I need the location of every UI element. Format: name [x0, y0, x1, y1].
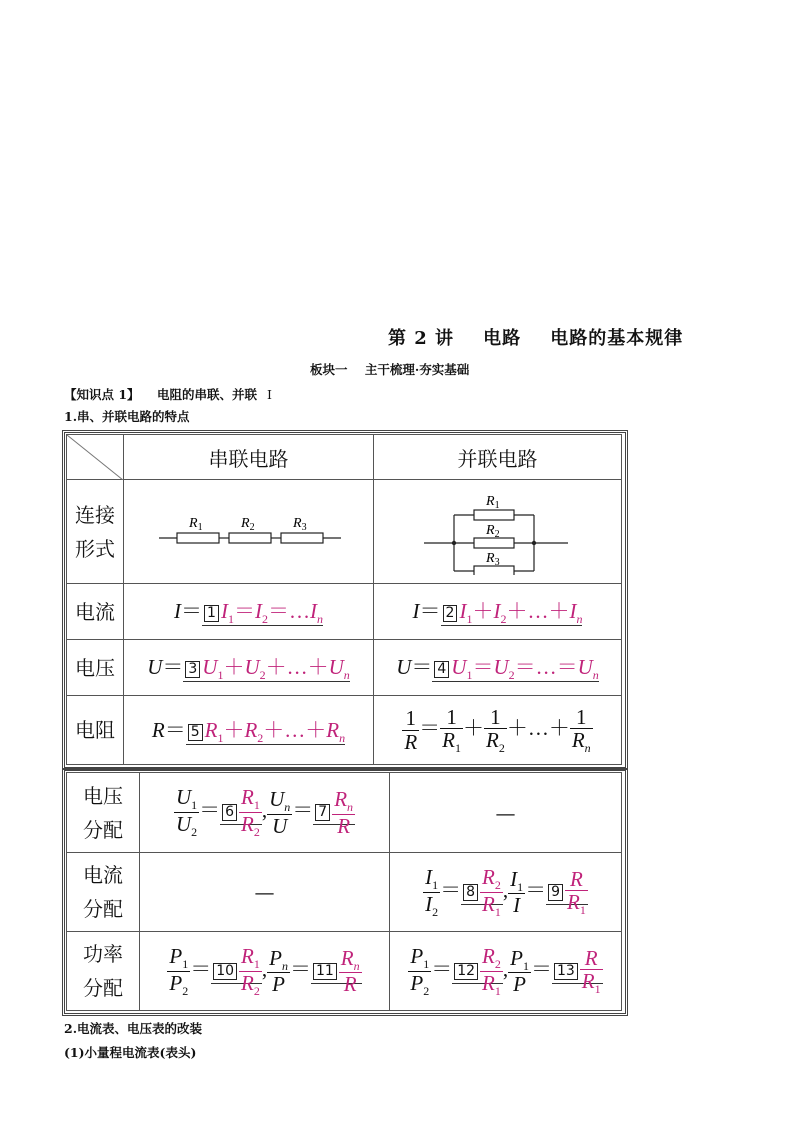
parallel-voltage-formula: U＝ 4 $U_1=U_2=\dots=U_n$ — [374, 640, 622, 696]
row-label-voltage-division: 电压分配 — [67, 773, 140, 853]
row-label-current-division: 电流分配 — [67, 853, 140, 932]
blank-1: 1 — [204, 605, 219, 622]
blank-5: 5 — [188, 724, 203, 741]
series-circuit-cell — [124, 480, 374, 584]
svg-text:R3: $R_3$ — [292, 515, 307, 533]
header-parallel: 并联电路 — [374, 435, 622, 480]
series-parallel-table — [66, 434, 622, 765]
blank-13: 13 — [554, 963, 578, 980]
parallel-circuit-cell — [374, 480, 622, 584]
svg-text:R1: $R_1$ — [485, 493, 500, 511]
blank-6: 6 — [222, 804, 237, 821]
row-label-resistance: 电阻 — [67, 696, 124, 765]
section-heading-3: (1)小量程电流表(表头) — [64, 1045, 197, 1060]
row-label-voltage: 电压 — [67, 640, 124, 696]
row-label-connection: 连接形式 — [67, 480, 124, 584]
svg-text:R2: $R_2$ — [485, 522, 500, 540]
diagonal-header-cell — [67, 435, 124, 480]
knowledge-point-label: 【知识点 1】 电阻的串联、并联 — [64, 387, 257, 402]
row-label-power-division: 功率分配 — [67, 932, 140, 1011]
svg-text:R2: $R_2$ — [240, 515, 255, 533]
blank-2: 2 — [443, 605, 458, 622]
blank-4: 4 — [434, 661, 449, 678]
svg-text:R3: $R_3$ — [485, 550, 500, 568]
series-voltage-formula: U＝ 3 $U_1+U_2+\dots+U_n$ — [124, 640, 374, 696]
diagonal-line — [67, 435, 123, 480]
blank-11: 11 — [313, 963, 337, 980]
blank-12: 12 — [454, 963, 478, 980]
series-current-formula: I＝ 1 $I_1=I_2=\dots I_n$ — [124, 584, 374, 640]
section-heading-2: 2.电流表、电压表的改装 — [64, 1021, 203, 1036]
blank-8: 8 — [463, 884, 478, 901]
parallel-current-formula: I＝ 2 $I_1+I_2+\dots+I_n$ — [374, 584, 622, 640]
blank-9: 9 — [548, 884, 563, 901]
series-resistance-formula: R＝ 5 $R_1+R_2+\dots+R_n$ — [124, 696, 374, 765]
blank-3: 3 — [185, 661, 200, 678]
section-heading-1: 1.串、并联电路的特点 — [64, 409, 190, 424]
parallel-resistance-formula: $\frac{1}{R}$ ＝ $\frac{1}{R_1}$ ＋ $\frac{1}{R_2}$ ＋…＋ $\frac{1}{R_n}$ — [374, 696, 622, 765]
knowledge-point-heading — [64, 385, 272, 403]
distribution-table — [66, 772, 622, 1011]
section-subtitle: 板块一 主干梳理·夯实基础 — [310, 362, 470, 377]
svg-text:R1: $R_1$ — [188, 515, 203, 533]
parallel-current-division: $\frac{I_1}{I_2}$ ＝ 8 $\frac{R_2}{R_1}$ , $\frac{I_1}{I}$ ＝ 9 $\frac{R}{R_1}$ — [390, 853, 622, 932]
series-circuit-diagram — [149, 505, 349, 555]
parallel-circuit-diagram — [418, 485, 578, 575]
series-current-division-dash: — — [140, 853, 390, 932]
knowledge-level: Ⅰ — [266, 387, 272, 402]
header-series: 串联电路 — [124, 435, 374, 480]
series-voltage-division: $\frac{U_1}{U_2}$ ＝ 6 $\frac{R_1}{R_2}$ , $\frac{U_n}{U}$ ＝ 7 $\frac{R_n}{R}$ — [140, 773, 390, 853]
parallel-power-division: $\frac{P_1}{P_2}$ ＝ 12 $\frac{R_2}{R_1}$ , $\frac{P_1}{P}$ ＝ 13 $\frac{R}{R_1}$ — [390, 932, 622, 1011]
series-power-division: $\frac{P_1}{P_2}$ ＝ 10 $\frac{R_1}{R_2}$ , $\frac{P_n}{P}$ ＝ 11 $\frac{R_n}{R}$ — [140, 932, 390, 1011]
row-label-current: 电流 — [67, 584, 124, 640]
page-title: 第 2 讲 电路 电路的基本规律 — [388, 328, 684, 349]
blank-10: 10 — [213, 963, 237, 980]
blank-7: 7 — [315, 804, 330, 821]
parallel-voltage-division-dash: — — [390, 773, 622, 853]
